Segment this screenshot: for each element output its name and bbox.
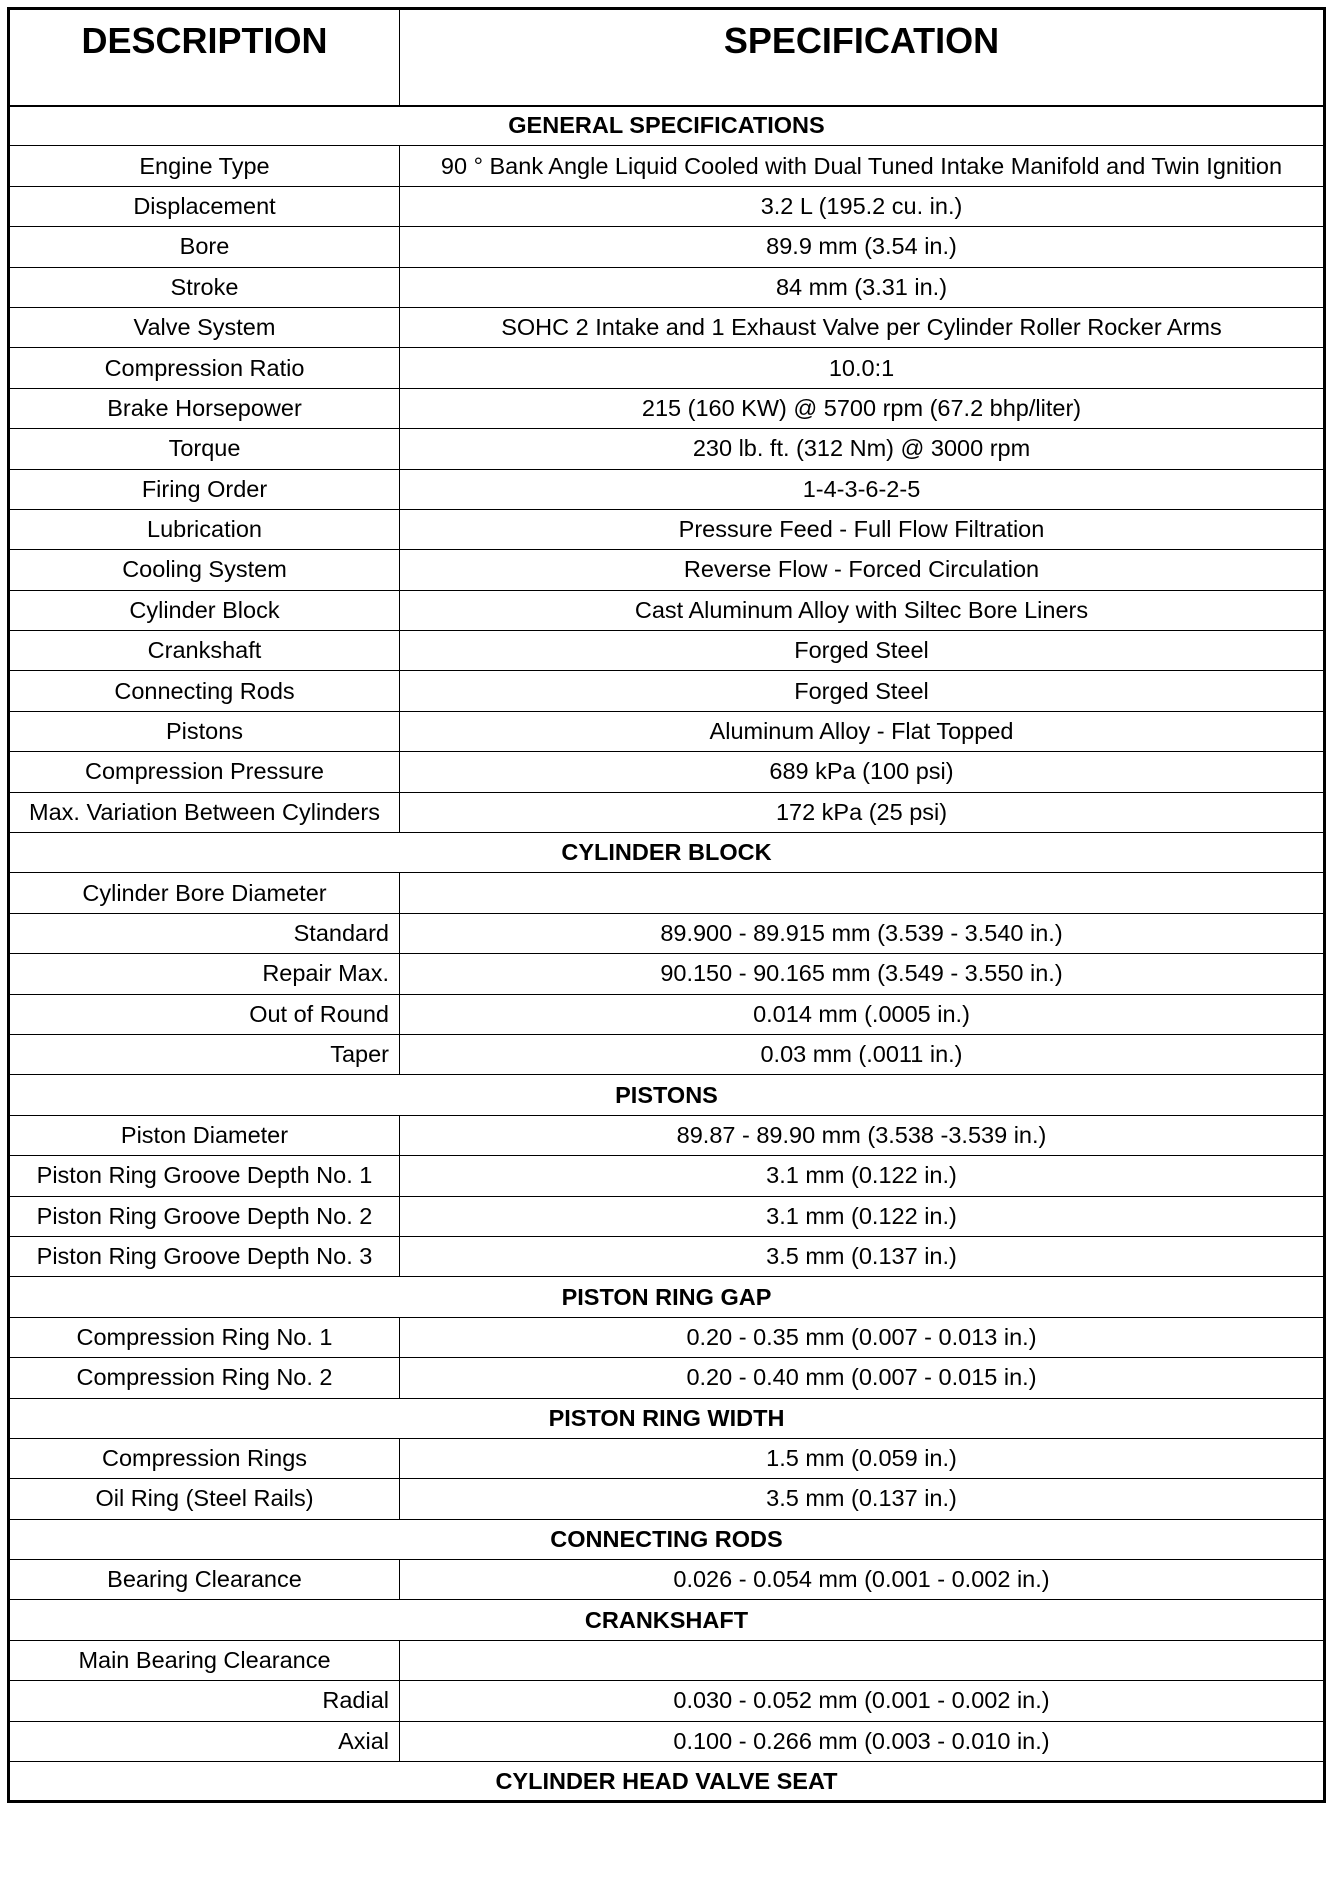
table-row [9, 227, 1325, 267]
section-title: CYLINDER HEAD VALVE SEAT [9, 1762, 1325, 1802]
specification-cell: 89.9 mm (3.54 in.) [400, 227, 1325, 267]
description-cell: Repair Max. [9, 954, 400, 994]
description-cell: Max. Variation Between Cylinders [9, 792, 400, 832]
table-header-row [9, 9, 1325, 106]
table-row [9, 1034, 1325, 1074]
description-cell: Firing Order [9, 469, 400, 509]
description-cell: Compression Ratio [9, 348, 400, 388]
specification-cell [400, 1640, 1325, 1680]
specification-cell: 3.5 mm (0.137 in.) [400, 1236, 1325, 1276]
table-row [9, 1721, 1325, 1761]
description-cell: Piston Diameter [9, 1115, 400, 1155]
table-row [9, 388, 1325, 428]
description-cell: Out of Round [9, 994, 400, 1034]
table-row [9, 1640, 1325, 1680]
specification-column-header: SPECIFICATION [400, 9, 1325, 106]
description-cell: Displacement [9, 186, 400, 226]
section-header-row [9, 1277, 1325, 1317]
specification-cell: Forged Steel [400, 671, 1325, 711]
section-header-row [9, 106, 1325, 146]
specification-cell: 84 mm (3.31 in.) [400, 267, 1325, 307]
description-cell: Piston Ring Groove Depth No. 1 [9, 1156, 400, 1196]
table-row [9, 550, 1325, 590]
specification-cell: Cast Aluminum Alloy with Siltec Bore Liners [400, 590, 1325, 630]
specification-cell: Reverse Flow - Forced Circulation [400, 550, 1325, 590]
description-cell: Cooling System [9, 550, 400, 590]
specification-cell: 172 kPa (25 psi) [400, 792, 1325, 832]
table-row [9, 267, 1325, 307]
specification-cell: SOHC 2 Intake and 1 Exhaust Valve per Cylinder Roller Rocker Arms [400, 307, 1325, 347]
description-cell: Engine Type [9, 146, 400, 186]
section-header-row [9, 1519, 1325, 1559]
description-cell: Bearing Clearance [9, 1560, 400, 1600]
description-cell: Lubrication [9, 509, 400, 549]
table-row [9, 307, 1325, 347]
description-cell: Stroke [9, 267, 400, 307]
table-row [9, 671, 1325, 711]
specification-cell: 3.1 mm (0.122 in.) [400, 1156, 1325, 1196]
description-cell: Compression Rings [9, 1438, 400, 1478]
table-row [9, 348, 1325, 388]
table-row [9, 913, 1325, 953]
table-row [9, 509, 1325, 549]
specification-cell: 3.5 mm (0.137 in.) [400, 1479, 1325, 1519]
description-cell: Axial [9, 1721, 400, 1761]
description-cell: Compression Ring No. 1 [9, 1317, 400, 1357]
section-header-row [9, 833, 1325, 873]
description-cell: Cylinder Block [9, 590, 400, 630]
description-cell: Bore [9, 227, 400, 267]
specification-cell: 0.20 - 0.40 mm (0.007 - 0.015 in.) [400, 1358, 1325, 1398]
description-cell: Standard [9, 913, 400, 953]
table-row [9, 469, 1325, 509]
description-cell: Connecting Rods [9, 671, 400, 711]
section-title: CRANKSHAFT [9, 1600, 1325, 1640]
engine-specification-table [7, 7, 1326, 1803]
specification-cell [400, 873, 1325, 913]
description-cell: Piston Ring Groove Depth No. 2 [9, 1196, 400, 1236]
description-cell: Piston Ring Groove Depth No. 3 [9, 1236, 400, 1276]
description-cell: Brake Horsepower [9, 388, 400, 428]
table-row [9, 954, 1325, 994]
description-column-header: DESCRIPTION [9, 9, 400, 106]
description-cell: Radial [9, 1681, 400, 1721]
description-cell: Cylinder Bore Diameter [9, 873, 400, 913]
specification-cell: 3.1 mm (0.122 in.) [400, 1196, 1325, 1236]
section-header-row [9, 1600, 1325, 1640]
specification-cell: 3.2 L (195.2 cu. in.) [400, 186, 1325, 226]
table-row [9, 1479, 1325, 1519]
table-row [9, 1236, 1325, 1276]
description-cell: Torque [9, 429, 400, 469]
section-title: GENERAL SPECIFICATIONS [9, 106, 1325, 146]
specification-cell: 0.20 - 0.35 mm (0.007 - 0.013 in.) [400, 1317, 1325, 1357]
specification-cell: 215 (160 KW) @ 5700 rpm (67.2 bhp/liter) [400, 388, 1325, 428]
section-title: CONNECTING RODS [9, 1519, 1325, 1559]
specification-cell: 230 lb. ft. (312 Nm) @ 3000 rpm [400, 429, 1325, 469]
specification-cell: 0.100 - 0.266 mm (0.003 - 0.010 in.) [400, 1721, 1325, 1761]
description-cell: Taper [9, 1034, 400, 1074]
table-row [9, 1156, 1325, 1196]
table-row [9, 146, 1325, 186]
table-row [9, 631, 1325, 671]
table-row [9, 1681, 1325, 1721]
description-cell: Valve System [9, 307, 400, 347]
specification-cell: Forged Steel [400, 631, 1325, 671]
table-row [9, 873, 1325, 913]
table-row [9, 752, 1325, 792]
specification-cell: 90.150 - 90.165 mm (3.549 - 3.550 in.) [400, 954, 1325, 994]
specification-cell: 1-4-3-6-2-5 [400, 469, 1325, 509]
specification-cell: 0.014 mm (.0005 in.) [400, 994, 1325, 1034]
table-row [9, 711, 1325, 751]
section-header-row [9, 1762, 1325, 1802]
specification-rows [9, 106, 1325, 1802]
table-row [9, 186, 1325, 226]
section-header-row [9, 1075, 1325, 1115]
description-cell: Compression Pressure [9, 752, 400, 792]
specification-cell: 1.5 mm (0.059 in.) [400, 1438, 1325, 1478]
description-cell: Oil Ring (Steel Rails) [9, 1479, 400, 1519]
specification-cell: Aluminum Alloy - Flat Topped [400, 711, 1325, 751]
section-title: CYLINDER BLOCK [9, 833, 1325, 873]
specification-cell: 89.900 - 89.915 mm (3.539 - 3.540 in.) [400, 913, 1325, 953]
table-row [9, 1317, 1325, 1357]
table-row [9, 1560, 1325, 1600]
description-cell: Main Bearing Clearance [9, 1640, 400, 1680]
table-row [9, 1358, 1325, 1398]
section-title: PISTONS [9, 1075, 1325, 1115]
table-row [9, 792, 1325, 832]
specification-cell: Pressure Feed - Full Flow Filtration [400, 509, 1325, 549]
specification-cell: 90 ° Bank Angle Liquid Cooled with Dual Tuned Intake Manifold and Twin Ignition [400, 146, 1325, 186]
description-cell: Pistons [9, 711, 400, 751]
specification-cell: 0.03 mm (.0011 in.) [400, 1034, 1325, 1074]
section-title: PISTON RING WIDTH [9, 1398, 1325, 1438]
table-row [9, 429, 1325, 469]
specification-cell: 10.0:1 [400, 348, 1325, 388]
description-cell: Crankshaft [9, 631, 400, 671]
specification-cell: 0.030 - 0.052 mm (0.001 - 0.002 in.) [400, 1681, 1325, 1721]
table-row [9, 590, 1325, 630]
table-row [9, 994, 1325, 1034]
table-row [9, 1438, 1325, 1478]
section-title: PISTON RING GAP [9, 1277, 1325, 1317]
table-row [9, 1196, 1325, 1236]
specification-cell: 89.87 - 89.90 mm (3.538 -3.539 in.) [400, 1115, 1325, 1155]
specification-cell: 0.026 - 0.054 mm (0.001 - 0.002 in.) [400, 1560, 1325, 1600]
description-cell: Compression Ring No. 2 [9, 1358, 400, 1398]
specification-cell: 689 kPa (100 psi) [400, 752, 1325, 792]
table-row [9, 1115, 1325, 1155]
section-header-row [9, 1398, 1325, 1438]
